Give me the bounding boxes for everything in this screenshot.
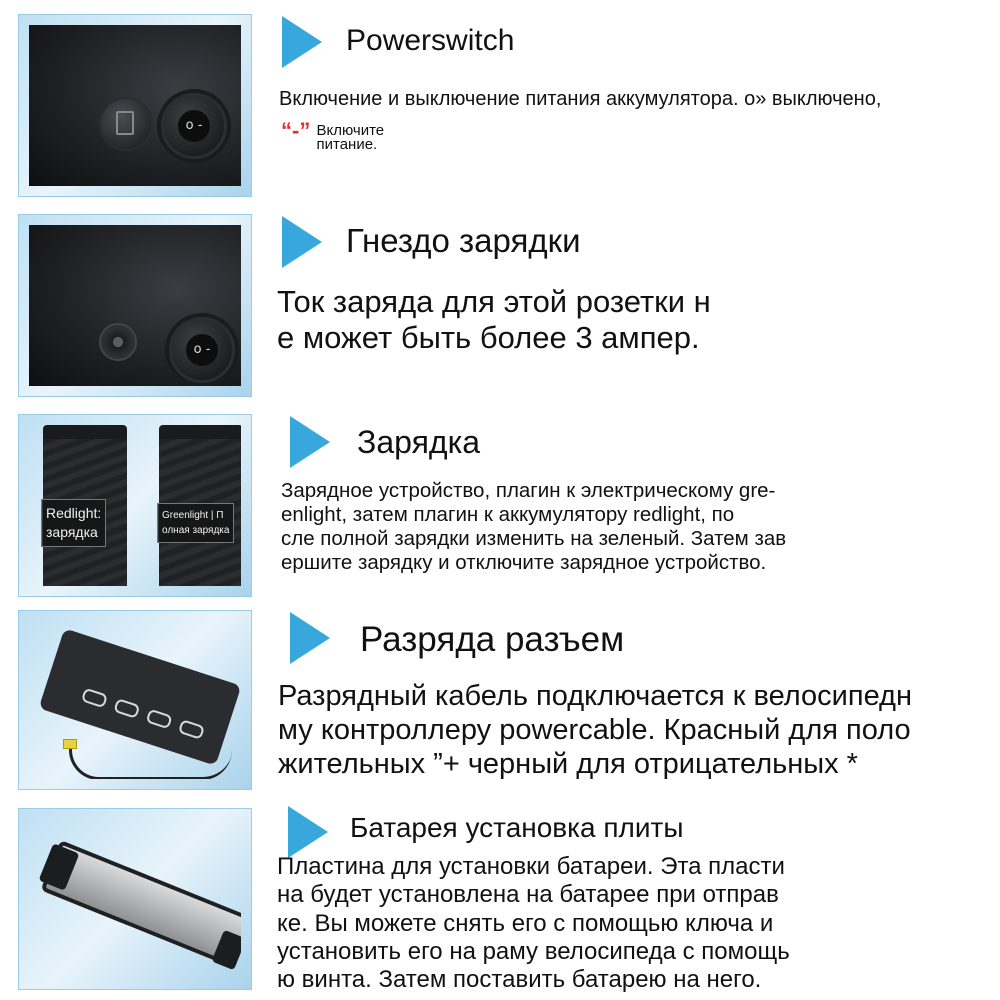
text-mounting-plate xyxy=(277,853,790,995)
power-rocker-icon xyxy=(161,93,227,159)
label-line: зарядка xyxy=(46,524,98,540)
text-line: ю винта. Затем поставить батарею на него. xyxy=(277,966,762,994)
photo-discharge-inner xyxy=(29,621,241,779)
heading-discharge-connector: Разряда разъем xyxy=(360,620,625,659)
photo-charging-socket xyxy=(18,214,252,397)
label-line: олная зарядка xyxy=(162,525,230,536)
battery-cap-icon xyxy=(116,111,134,135)
heading-charging-socket: Гнездо зарядки xyxy=(346,222,581,259)
rocker-symbol: o - xyxy=(178,110,210,142)
photo-mounting-plate xyxy=(18,808,252,990)
heading-powerswitch: Powerswitch xyxy=(346,24,515,57)
photo-mounting-inner xyxy=(29,819,241,979)
note-symbol: “-” xyxy=(281,118,311,143)
photo-charging-socket-inner xyxy=(29,225,241,386)
heading-mounting-plate: Батарея установка плиты xyxy=(350,812,684,843)
text-line: Включение и выключение питания аккумулятора. о» выключено, xyxy=(279,88,882,110)
arrow-right-icon xyxy=(282,16,322,68)
photo-charging xyxy=(18,414,252,597)
power-rocker-icon xyxy=(169,317,235,383)
text-line: установить его на раму велосипеда с помощь xyxy=(277,937,790,965)
text-charging-socket xyxy=(277,284,711,357)
text-line: Зарядное устройство, плагин к электрическому gre- xyxy=(281,479,776,502)
heading-charging: Зарядка xyxy=(357,424,481,460)
text-charging xyxy=(281,479,786,575)
photo-powerswitch-inner xyxy=(29,25,241,186)
text-line: на будет установлена на батарее при отправ xyxy=(277,881,779,909)
connector-slot xyxy=(178,719,205,740)
text-line: жительных ”+ черный для отрицательных * xyxy=(278,747,858,780)
text-line: ершите зарядку и отключите зарядное устройство. xyxy=(281,550,767,574)
connector-slot xyxy=(146,709,173,730)
arrow-right-icon xyxy=(288,806,328,858)
charge-port-cap xyxy=(99,97,153,151)
arrow-right-icon xyxy=(290,612,330,664)
label-greenlight xyxy=(157,503,234,543)
label-line: Redlight: xyxy=(46,505,102,521)
text-line: Разрядный кабель подключается к велосипедн xyxy=(278,680,912,712)
photo-charging-inner xyxy=(29,425,241,586)
text-line: enlight, затем плагин к аккумулятору redlight, по xyxy=(281,502,735,526)
rocker-symbol: o - xyxy=(186,334,218,366)
text-line: сле полной зарядки изменить на зеленый. Затем зав xyxy=(281,526,787,550)
text-powerswitch xyxy=(279,88,881,111)
note-powerswitch xyxy=(281,118,385,153)
text-discharge-connector xyxy=(278,680,912,782)
connector-slot xyxy=(81,688,108,709)
photo-discharge-connector xyxy=(18,610,252,790)
text-line: Пластина для установки батареи. Эта пласти xyxy=(277,853,785,880)
arrow-right-icon xyxy=(290,416,330,468)
text-line: Ток заряда для этой розетки н xyxy=(277,284,711,319)
discharge-cable xyxy=(69,747,232,779)
charging-plug xyxy=(99,323,137,361)
text-line: му контроллеру powercable. Красный для поло xyxy=(278,713,911,746)
text-line: ке. Вы можете снять его с помощью ключа и xyxy=(277,909,774,937)
text-line: е может быть более 3 ампер. xyxy=(277,320,700,356)
note-line: Включите xyxy=(316,122,385,139)
arrow-right-icon xyxy=(282,216,322,268)
label-line: Greenlight | П xyxy=(162,510,224,521)
label-redlight xyxy=(41,499,106,547)
note-line: питание. xyxy=(316,136,378,153)
photo-powerswitch xyxy=(18,14,252,197)
cable-plug xyxy=(63,739,77,749)
connector-slot xyxy=(113,698,140,719)
